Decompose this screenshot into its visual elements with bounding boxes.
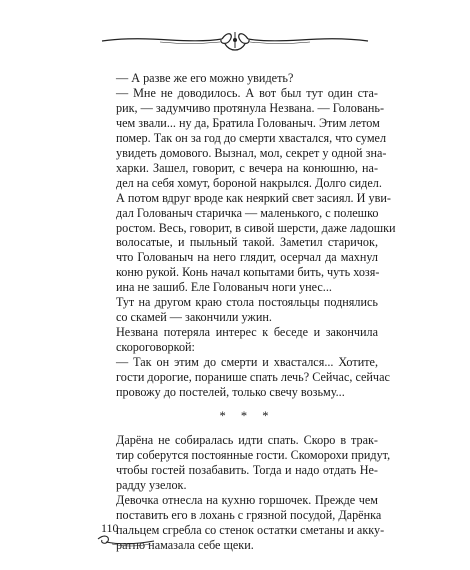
flourish-top-icon xyxy=(100,28,370,54)
text-line: провожу до постелей, только свечу возьму... xyxy=(116,385,345,400)
text-line: дал Голованыч старичка — маленького, с полешко xyxy=(116,205,379,220)
text-line: гости дорогие, поранише спать лечь? Сейчас, сейчас xyxy=(116,370,390,385)
text-line: ростом. Весь, говорит, в сивой шерсти, даже ладошки xyxy=(116,220,396,235)
text-line: поставить его в лохань с грязной посудой, Дарёнка xyxy=(116,507,382,522)
text-line: Тут на другом краю стола постояльцы поднялись xyxy=(116,295,378,310)
text-line: тир соберутся постоянные гости. Скоморохи придут, xyxy=(116,447,391,462)
text-line: что Голованыч на него глядит, осерчал да махнул xyxy=(116,250,378,265)
text-line: ратно намазала себе щеки. xyxy=(116,537,254,552)
text-line: волосатые, и пыльный такой. Заметил старичок, xyxy=(116,235,378,250)
text-line: ина не зашиб. Еле Голованыч ноги унес... xyxy=(116,280,332,295)
text-line: Девочка отнесла на кухню горшочек. Прежде чем xyxy=(116,492,378,507)
text-line: коню рукой. Конь начал копытами бить, чуть хозя- xyxy=(116,265,380,280)
text-line: А потом вдруг вроде как неяркий свет засиял. И уви- xyxy=(116,190,391,205)
text-line: — А разве же его можно увидеть? xyxy=(116,71,294,85)
text-line: Незвана потеряла интерес к беседе и закончила xyxy=(116,325,378,340)
text-line: увидеть домового. Вызнал, мол, секрет у одной зна- xyxy=(116,145,387,160)
text-line: чтобы гостей позабавить. Тогда и надо отдать Не- xyxy=(116,462,378,477)
text-line: рик, — задумчиво протянула Незвана. — Головань- xyxy=(116,100,384,115)
text-block xyxy=(116,71,396,553)
text-line: — Мне не доводилось. А вот был тут один ста- xyxy=(116,85,378,100)
text-line: скороговоркой: xyxy=(116,340,195,355)
text-line: Дарёна не собиралась идти спать. Скоро в трак- xyxy=(116,432,378,447)
page-number: 110 xyxy=(101,521,119,535)
text-line: харки. Зашел, говорит, с вечера на конюшню, на- xyxy=(116,160,378,175)
text-line: помер. Так он за год до смерти хвастался, что сумел xyxy=(116,130,387,145)
text-line: пальцем сгребла со стенок остатки сметаны и акку- xyxy=(116,522,385,537)
text-line: радду узелок. xyxy=(116,477,187,492)
text-line: чем звали... ну да, Братила Голованыч. Этим летом xyxy=(116,115,380,130)
text-line: — Так он этим до смерти и хвастался... Хотите, xyxy=(116,355,378,370)
text-line: со скамей — закончили ужин. xyxy=(116,310,272,325)
text-line: дел на себя хомут, бороной накрылся. Долго сидел. xyxy=(116,175,382,190)
flourish-bottom-icon xyxy=(96,533,156,549)
section-divider: * * * xyxy=(219,408,275,423)
